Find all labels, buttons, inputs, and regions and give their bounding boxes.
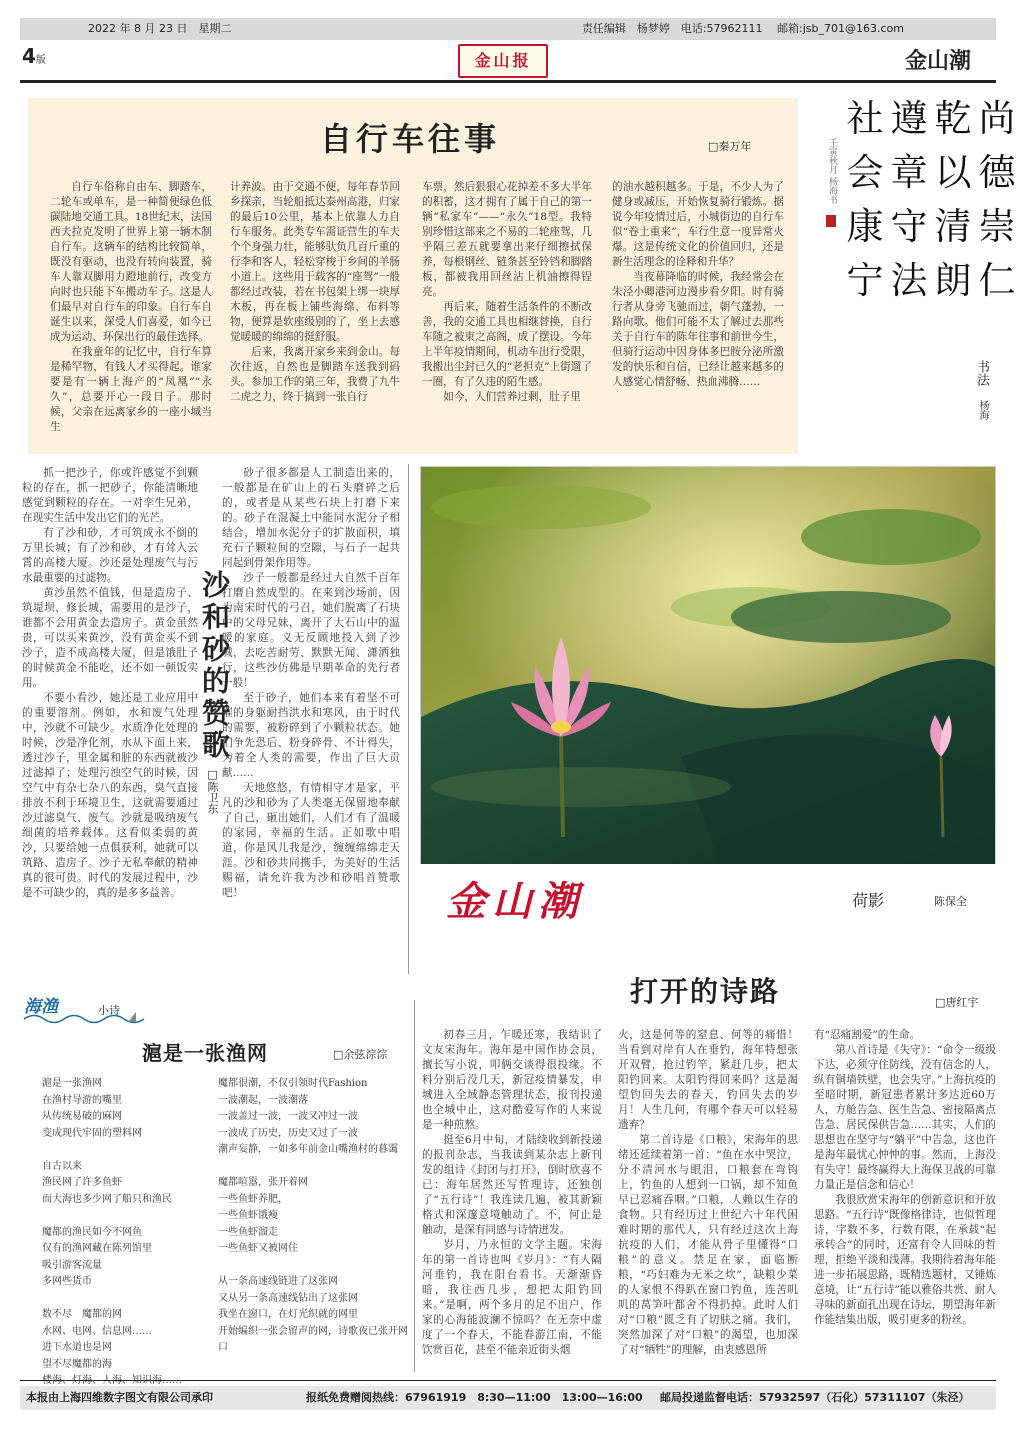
poem-line: 吸引游客流量 xyxy=(42,1259,102,1271)
column-divider xyxy=(408,464,409,974)
paragraph: 黄沙虽然不值钱，但是造房子、筑堤坝、修长城，需要用的是沙子，谁都不会用黄金去造房子。黄金虽然贵，可以买来黄沙，没有黄金买不到沙子，造不成高楼大厦，但是饿肚子的时候黄金不能吃，还不如一顿饭实用。 xyxy=(22,587,198,689)
paragraph: 岁月，乃永恒的文学主题。宋海年的第一首诗也叫《岁月》：“有人隔河垂钓，我在阳台看书。天渐渐昏暗，我往西几步，想把太阳钓回来。”是啊，两个多月的足不出户，作家的心海能波澜不惊吗？在无奈中虚度了一个春天，不能春游江南，不能饮赏百花，甚至不能亲近街头烟 xyxy=(422,1239,602,1356)
paragraph: 当夜幕降临的时候，我经常会在朱泾小卿港河边漫步看夕阳。时有骑行者从身旁飞驰而过，朝气蓬勃，一路向歌。他们可能不太了解过去那些关于自行车的陈年往事和前世今生，但骑行运动中因身体多巴胺分泌所激发的快乐和自信，已经让越来越多的人感觉心情舒畅、热血沸腾…… xyxy=(612,271,784,388)
seal-stamp-icon xyxy=(826,215,836,227)
article-poetry-column-1 xyxy=(422,1028,602,1368)
poem-line: 一波潮起，一波潮落 xyxy=(218,1094,308,1106)
paragraph: 挺至6月中旬，才陆续收到新投递的报刊杂志，当我读到某杂志上新刊发的组诗《封闭与打开》，倒时欣喜不已：海年居然还写哲理诗，还独创了“五行诗”！我连读几遍，被其新颖格式和深邃意境触动了。不，何止是触动，是深有同感与诗情迸发。 xyxy=(422,1134,602,1236)
paragraph: 第二首诗是《口粮》，宋海年的思绪还延续着第一首：“鱼在水中哭泣，分不清河水与眼泪，口粮套在弯钩上，钓鱼的人想到一口锅，却不知鱼早已忍痛吞咽。”口粮，人赖以生存的食物。只有经历过上世纪六十年代困难时期的那代人，只有经过这次上海抗疫的人们，才能从骨子里懂得“口粮”的意义。禁足在家，面临断粮，“巧妇难为无米之炊”，缺粮少菜的人家恨不得趴在窗口钓鱼，连苦叽叽的莴笋叶都舍不得扔掉。此时人们对“口粮”匮乏有了切肤之痛。我们，突然加深了对“口粮”的渴望，也加深了对“牺牲”的理解，由衷感恩所 xyxy=(618,1134,798,1356)
calligraphy-label: 书法 xyxy=(974,360,989,386)
paragraph: 的油水越积越多。于是，不少人为了健身或减压，开始恢复骑行锻炼。据说今年疫情过后，小城街边的自行车似“卷土重来”，车行生意一度异常火爆。这是传统文化的价值回归，还是新生活理念的诠释和升华？ xyxy=(612,181,784,268)
poem-line: 潮声妄静，一如多年前金山嘴渔村的暮霭 xyxy=(218,1144,398,1155)
calligraphy-character: 遵 xyxy=(890,97,928,140)
poem-author: □余弦淙淙 xyxy=(333,1048,388,1061)
poem-line: 进下水道也是网 xyxy=(42,1342,112,1353)
poem-line: 滬是一张渔网 xyxy=(42,1078,102,1089)
calligraphy-character: 康 xyxy=(846,205,884,248)
photo-credit: 陈保全 xyxy=(934,895,967,908)
paragraph: 有了沙和砂，才可筑成永不倒的万里长城；有了沙和砂，才有耸入云霄的高楼大厦。沙还是处理废气与污水最重要的过滤物。 xyxy=(22,527,198,584)
poem-line: 望不尽魔都的海 xyxy=(42,1358,112,1370)
poem-line: 一些鱼虾饿瘦 xyxy=(218,1210,278,1221)
photo-title: 荷影 xyxy=(852,891,885,910)
poem-stanza-break xyxy=(218,1159,410,1176)
header-bar xyxy=(20,18,996,40)
paragraph: 在我童年的记忆中，自行车算是稀罕物，有钱人才买得起。谁家要是有一辆上海产的“凤凰”“永久”，总要开心一段日子。那时候，父亲在远离家乡的一座小城当生 xyxy=(50,346,212,433)
paragraph: 火，这是何等的窒息、何等的痛惜！当看到对岸有人在垂钓，海年特想张开双臂，抢过钓竿，紧赶几步，把太阳钓回来。太阳钓得回来吗？这是渴望钓回失去的春天，钓回失去的岁月！人生几何，有哪个春天可以轻易遗弃？ xyxy=(618,1029,798,1131)
issue-date: 2022 年 8 月 23 日 星期二 xyxy=(88,22,232,35)
poem-line: 一些鱼虾溜走 xyxy=(218,1226,278,1238)
paragraph: 沙子一般都是经过大自然千百年打磨自然成型的。在来到沙场前，因为南宋时代的弓召，她们脱离了石块中的父母兄妹，离开了大石山中的温暖的家庭。义无反顾地投入到了沙城，去吃苦耐劳、默默无闻、潇洒独行，这些沙仿佛是早期革命的先行者一般！ xyxy=(222,572,400,689)
poem-stanza-break xyxy=(218,1258,410,1275)
poem-line: 一些鱼虾又被网住 xyxy=(218,1243,298,1254)
poem-line: 从传统易破的麻网 xyxy=(42,1111,122,1122)
page-number xyxy=(22,44,46,68)
poem-tag-sub: 小诗 xyxy=(98,1004,120,1017)
article-poetry-title: 打开的诗路 xyxy=(630,975,781,1008)
calligraphy-column-2 xyxy=(930,92,976,308)
paragraph: 有“忍痛割爱”的生命。 xyxy=(814,1029,921,1041)
editor-info: 责任编辑 杨梦婷 电话:57962111 邮箱:jsb_701@163.com xyxy=(581,22,904,35)
article-sand-column-2 xyxy=(222,466,400,974)
poem-tag-main: 海渔 xyxy=(24,997,58,1017)
poem-line: 一波盖过一波，一波又冲过一波 xyxy=(218,1111,358,1122)
page-number-value: 4 xyxy=(22,44,36,68)
poem-line: 自古以来 xyxy=(42,1160,82,1172)
column-divider xyxy=(414,1000,415,1372)
calligraphy-artist: 杨海 xyxy=(977,400,988,420)
calligraphy-character: 清 xyxy=(934,205,972,248)
paragraph: 砂子很多都是人工制造出来的，一般都是在矿山上的石头磨碎之后的，或者是从某些石块上打磨下来的。砂子在混凝土中能同水泥分子相结合，增加水泥分子的扩散面积，填充石子颗粒间的空隙，与石子一起共同起到骨架作用等。 xyxy=(222,467,400,569)
paragraph: 天地悠悠，有情相守才是家，平凡的沙和砂为了人类毫无保留地奉献了自己，砸出她们，人们才有了温暖的家园，幸福的生活。正如歌中唱道，你是风儿我是沙，缠缠绵绵走天涯。沙和砂共同携手，为美好的生活赐福，请允许我为沙和砂唱首赞歌吧！ xyxy=(222,782,400,899)
poem-section-tag xyxy=(24,992,154,1026)
poem-line: 我坐在窗口，在灯光织就的网里 xyxy=(218,1309,358,1320)
paragraph: 初春三月，乍暖还寒，我结识了文友宋海年。海年是中国作协会员，擅长写小说，叩俩交谈得很投缘。不料分别后没几天，新冠疫情暴发，申城进入全域静态管理状态，报刊投递也全城中止，这对酷爱写作的人来说是一种煎熬。 xyxy=(422,1029,602,1131)
poem-column-2 xyxy=(218,1076,410,1376)
column-name: 金山潮 xyxy=(905,49,972,74)
paragraph: 我很欣赏宋海年的创新意识和开放思路。“五行诗”既像格律诗，也似哲理诗，字数不多，行数有限，在承载“起承转合”的同时，还富有令人回味的哲理，拒绝平淡和浅薄。我期待着海年能进一步拓展思路，既精选题材，又锤炼意境，让“五行诗”能以雅俗共赏、耐人寻味的新面孔出现在诗坛，期望海年新作能结集出版，吸引更多的粉丝。 xyxy=(814,1194,996,1326)
newspaper-logo: 金山报 xyxy=(458,44,548,78)
header-rule xyxy=(20,80,996,83)
calligraphy-character: 章 xyxy=(890,151,928,194)
article-poetry-column-3 xyxy=(814,1028,996,1368)
paragraph: 不要小看沙，她还是工业应用中的重要溶剂。例如，水和废气处理中，沙就不可缺少。水质净化处理的时候，沙是净化剂，水从下面上来，透过沙子，里金属和脏的东西就被沙过滤掉了；处理污浊空气的时候，因空气中有杂七杂八的东西，臭气直接排放不利于环境卫生，这就需要通过沙过滤臭气、废气。沙就是吸纳废气细菌的培养载体。这看似柔弱的黄沙，只要给她一点俱获利，她就可以筑路、造房子。沙子无私奉献的精神真的很可贵。时代的发展过程中，沙是不可缺少的，真的是多多益善。 xyxy=(22,692,198,899)
poem-stanza-break xyxy=(42,1142,212,1159)
calligraphy-character: 以 xyxy=(934,151,972,194)
paragraph: 计养波。由于交通不便，每年春节回乡探亲，当轮船抵达泰州高港，归家的最后10公里，基本上依靠人力自行车服务。此类专车需证营生的车夫个个身强力壮，能够驮负几百斤重的行李和客人，轻松穿梭于乡间的羊肠小道上。这些用于载客的“座驾”一般都经过改装，若在书包架上绑一块厚木板，再在板上铺些海绵、布料等物，便算是软座级别的了，坐上去感觉暖暖的绵绵的挺舒服。 xyxy=(230,181,400,343)
footer-printer: 本报由上海四维数字图文有限公司承印 xyxy=(26,1391,213,1404)
poem-line: 从一条高速线链进了这张网 xyxy=(218,1276,338,1287)
poem-line: 多网些货币 xyxy=(42,1276,92,1287)
paragraph: 抓一把沙子，你或许感觉不到颗粒的存在，抓一把砂子，你能清晰地感觉到颗粒的存在。一对孪生兄弟，在现实生活中发出它们的光芒。 xyxy=(22,467,198,524)
footer-postal: 邮局投递监督电话：57932597（石化）57311107（朱泾） xyxy=(660,1391,970,1404)
poem-line: 魔都喧嚣，张开着网 xyxy=(218,1177,308,1188)
article-poetry-author: □唐红宇 xyxy=(935,996,979,1009)
poem-line: 而大海也多少网了船只和渔民 xyxy=(42,1193,172,1205)
article-sand-column-1 xyxy=(22,466,198,974)
calligraphy-character: 朗 xyxy=(934,259,972,302)
calligraphy-artwork xyxy=(820,92,1016,456)
paragraph: 如今，人们营养过剩，肚子里 xyxy=(443,391,581,403)
calligraphy-character: 乾 xyxy=(934,97,972,140)
poem-line: 在渔村导游的嘴里 xyxy=(42,1094,122,1106)
footer-rule xyxy=(20,1380,996,1381)
paragraph: 第八首诗是《失守》：“命令一级级下达，必须守住防线，没有信念的人，纵有铜墙铁壁，也会失守。”上海抗疫的至暗时期，新冠患者累计多达近60万人，方舱告急、医生告急、密接隔离点告急、居民保供告急……其实，人们的思想也在坚守与“躺平”中告急，这也许是海年最忧心忡忡的事。然而，上海没有失守！最终赢得大上海保卫战的可靠力量正是信念和信心！ xyxy=(814,1044,996,1191)
poem-line: 一波成了历史，历史又过了一波 xyxy=(218,1127,358,1139)
poem-line: 开始编织一张会留声的网，诗歌夜已张开网口 xyxy=(218,1325,408,1353)
calligraphy-character: 守 xyxy=(890,205,928,248)
footer-hotline: 报纸免费赠阅热线：67961919 8:30—11:00 13:00—16:00 xyxy=(306,1391,643,1404)
calligraphy-column-1 xyxy=(974,92,1020,308)
calligraphy-column-3 xyxy=(886,92,932,308)
poem-column-1 xyxy=(42,1076,212,1376)
calligraphy-character: 社 xyxy=(846,97,884,140)
poem-line: 水网、电网、信息网…… xyxy=(42,1325,152,1337)
paragraph: 再后来，随着生活条件的不断改善，我的交通工具也相继替换，自行车随之被束之高阁，成了摆设。今年上半年疫情期间，机动车出行受限，我搬出尘封已久的“老担克”上街遛了一圈，有了久违的陌生感。 xyxy=(422,301,592,388)
poem-line: 魔都的渔民如今不网鱼 xyxy=(42,1226,142,1238)
article-poetry-column-2 xyxy=(618,1028,798,1368)
poem-line: 变成现代牢固的塑料网 xyxy=(42,1127,142,1139)
poem-stanza-break xyxy=(42,1208,212,1225)
page-unit: 版 xyxy=(35,55,46,66)
article-bicycle-title: 自行车往事 xyxy=(319,120,500,158)
poem-title: 滬是一张渔网 xyxy=(142,1041,268,1065)
article-bicycle-column-4 xyxy=(612,180,784,450)
poem-line: 仅有的渔网藏在陈列馆里 xyxy=(42,1243,152,1254)
article-bicycle-column-1 xyxy=(50,180,212,450)
paragraph: 自行车俗称自由车、脚踏车，二轮车或单车，是一种简便绿色低碳陆地交通工具。18世纪末，法国西夫拉克发明了世界上第一辆木制自行车。这辆车的结构比较简单，既没有驱动，也没有转向装置，骑车人靠双脚用力蹬地前行，改变方向时也只能下车搬动车子。这是人们最早对自行车的印象。自行车自诞生以来，深受人们喜爱，如今已成为运动、环保出行的最佳选择。 xyxy=(50,181,212,343)
lotus-photo-image xyxy=(421,467,995,865)
paragraph: 车票，然后狠狠心花掉差不多大半年的积蓄，这才拥有了属于自己的第一辆“私家车”——“永久”18型。我特别珍惜这部来之不易的二轮座驾，几乎隔三差五就要拿出来仔细擦拭保养，每根钢丝、链条甚至铃铛和脚踏板，都被我用回丝沾上机油擦得锃亮。 xyxy=(422,181,592,298)
article-sand-title: 沙和砂的赞歌 xyxy=(198,570,231,762)
calligraphy-column-4 xyxy=(842,92,888,308)
article-sand-author: □陈卫东 xyxy=(206,768,219,814)
poem-line: 又从另一条高速线钻出了这张网 xyxy=(218,1292,358,1304)
calligraphy-character: 德 xyxy=(978,151,1016,194)
calligraphy-character: 尚 xyxy=(978,97,1016,140)
article-bicycle-column-3 xyxy=(422,180,592,450)
poem-line: 渔民网了许多鱼虾 xyxy=(42,1177,122,1188)
calligraphy-character: 宁 xyxy=(846,259,884,302)
poem-stanza-break xyxy=(42,1291,212,1308)
poem-line: 数不尽 魔都的网 xyxy=(42,1309,122,1320)
article-bicycle-column-2 xyxy=(230,180,400,450)
photo-brand-logo: 金山潮 xyxy=(446,878,584,925)
calligraphy-inscription: 壬寅秋月 杨海书 xyxy=(827,138,837,204)
poem-line: 一些鱼虾养肥， xyxy=(218,1193,288,1205)
calligraphy-character: 崇 xyxy=(978,205,1016,248)
footer-bar xyxy=(20,1386,996,1410)
calligraphy-character: 会 xyxy=(846,151,884,194)
paragraph: 至于砂子，她们本来有着坚不可摧的身躯耐挡洪水和寒风，由于时代的需要，被粉碎到了小颗粒状态。她们争先恐后、粉身碎骨、不计得失，为着全人类的需要，作出了巨大贡献…… xyxy=(222,692,400,779)
paragraph: 后来，我离开家乡来到金山。每次往返，自然也是脚踏车送我到码头。参加工作的第三年，我费了九牛二虎之力，终于搞到一张自行 xyxy=(230,346,400,403)
wave-icon xyxy=(24,1012,154,1026)
poem-line: 魔都很潮，不仅引领时代Fashion xyxy=(218,1078,368,1089)
calligraphy-character: 法 xyxy=(890,259,928,302)
calligraphy-character: 仁 xyxy=(978,259,1016,302)
article-bicycle-author: □秦万年 xyxy=(708,140,752,153)
